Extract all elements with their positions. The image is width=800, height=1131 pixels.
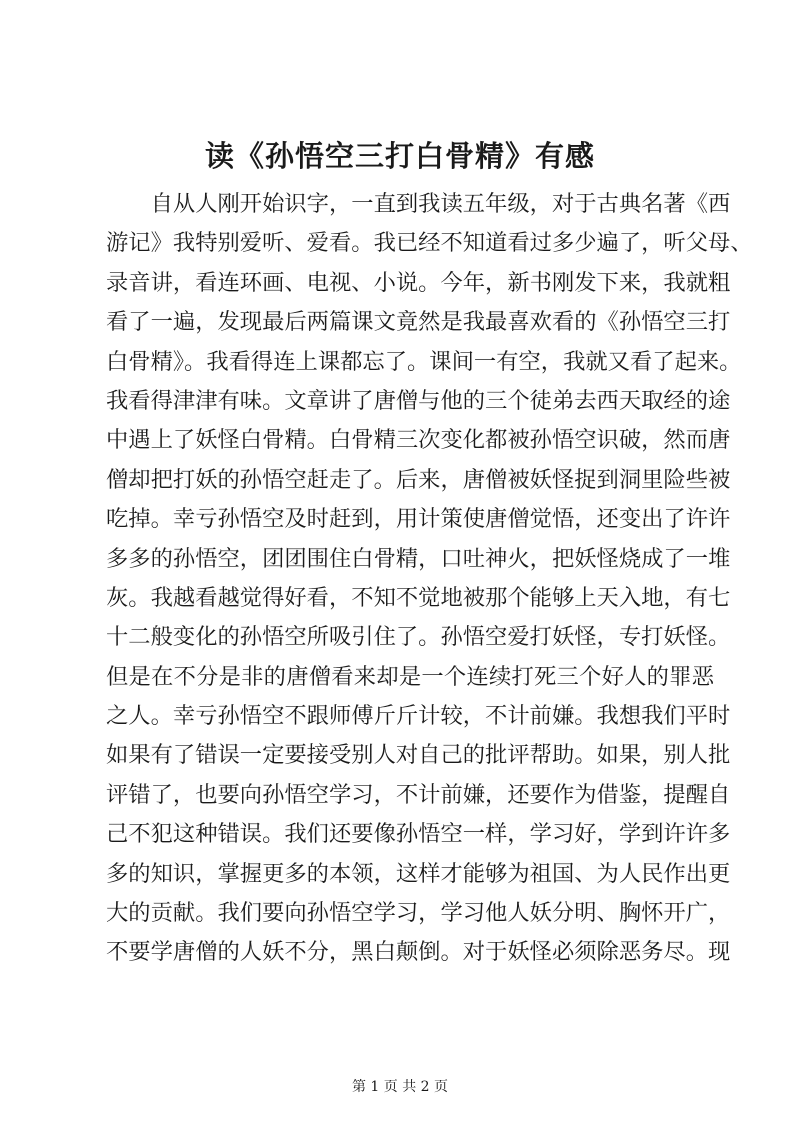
text-line: 自从人刚开始识字，一直到我读五年级，对于古典名著《西 <box>106 191 731 217</box>
text-line: 但是在不分是非的唐僧看来却是一个连续打死三个好人的罪恶 <box>106 663 714 690</box>
text-line: 评错了，也要向孙悟空学习，不计前嫌，还要作为借鉴，提醒自 <box>106 781 731 808</box>
text-line: 如果有了错误一定要接受别人对自己的批评帮助。如果，别人批 <box>106 742 731 769</box>
text-line: 我看得津津有味。文章讲了唐僧与他的三个徒弟去西天取经的途 <box>106 387 731 414</box>
text-line: 多多的孙悟空，团团围住白骨精，口吐神火，把妖怪烧成了一堆 <box>106 545 731 572</box>
text-line: 多的知识，掌握更多的本领，这样才能够为祖国、为人民作出更 <box>106 860 731 887</box>
text-line: 白骨精》。我看得连上课都忘了。课间一有空，我就又看了起来。 <box>106 348 742 375</box>
text-line: 之人。幸亏孙悟空不跟师傅斤斤计较，不计前嫌。我想我们平时 <box>106 703 731 730</box>
text-line: 中遇上了妖怪白骨精。白骨精三次变化都被孙悟空识破，然而唐 <box>106 427 731 454</box>
text-line: 看了一遍，发现最后两篇课文竟然是我最喜欢看的《孙悟空三打 <box>106 309 731 336</box>
text-line: 己不犯这种错误。我们还要像孙悟空一样，学习好，学到许许多 <box>106 821 731 848</box>
text-line: 不要学唐僧的人妖不分，黑白颠倒。对于妖怪必须除恶务尽。现 <box>106 939 731 966</box>
page-footer: 第 1 页 共 2 页 <box>351 1079 449 1095</box>
text-line: 十二般变化的孙悟空所吸引住了。孙悟空爱打妖怪，专打妖怪。 <box>106 624 731 651</box>
text-line: 吃掉。幸亏孙悟空及时赶到，用计策使唐僧觉悟，还变出了许许 <box>106 506 731 533</box>
text-line: 僧却把打妖的孙悟空赶走了。后来，唐僧被妖怪捉到洞里险些被 <box>106 466 731 493</box>
text-line: 灰。我越看越觉得好看，不知不觉地被那个能够上天入地，有七 <box>106 584 731 611</box>
text-line: 游记》我特别爱听、爱看。我已经不知道看过多少遍了，听父母、 <box>106 230 753 257</box>
document-title: 读《孙悟空三打白骨精》有感 <box>204 139 595 173</box>
text-line: 录音讲，看连环画、电视、小说。今年，新书刚发下来，我就粗 <box>106 269 731 296</box>
document-body <box>106 185 753 973</box>
text-line: 大的贡献。我们要向孙悟空学习，学习他人妖分明、胸怀开广， <box>106 900 731 927</box>
